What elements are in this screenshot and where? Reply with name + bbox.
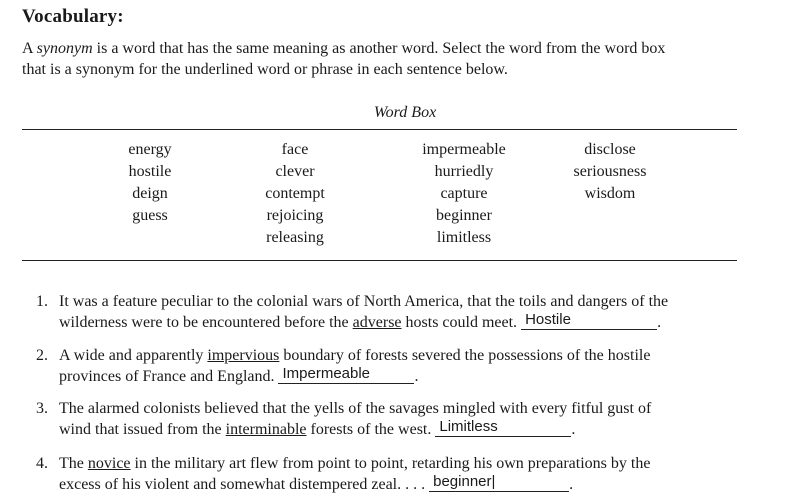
word-box-column-1 [110,139,190,227]
question-line [59,312,759,333]
word-box-word: energy [128,141,172,158]
question-text-segment: wilderness were to be encountered before the [59,314,353,331]
answer-field[interactable] [435,419,571,437]
instructions-line-2: that is a synonym for the underlined word or phrase in each sentence below. [22,61,508,78]
question-text-segment: . [657,314,662,331]
question-text-segment: . [571,421,576,438]
underlined-word: impervious [207,347,280,364]
word-box-word: seriousness [573,163,647,180]
instructions-prefix: A [22,40,37,57]
question-number: 1. [36,293,48,310]
word-box-title: Word Box [373,104,437,121]
word-box-word: impermeable [422,141,506,158]
word-box-word: wisdom [584,185,636,202]
instructions [22,38,772,80]
question-text-segment: wind that issued from the [59,421,226,438]
word-box-word: hurriedly [434,163,494,180]
question-text-segment: The [59,455,88,472]
answer-text: Limitless [439,418,498,435]
word-box-column-2 [250,139,340,249]
word-box-bottom-rule [22,260,737,261]
question-text [59,291,759,333]
question-line [59,345,759,366]
question-line [59,474,759,495]
question-text-segment: hosts could meet. [401,314,522,331]
word-box-word: deign [132,185,168,202]
answer-text: Impermeable [282,365,371,382]
question-text-segment: . [569,476,574,493]
word-box-word: releasing [266,229,324,246]
question-line [59,453,759,474]
word-box-word: rejoicing [266,207,324,224]
answer-field[interactable] [278,366,414,384]
word-box-column-4 [560,139,660,205]
word-box-word: contempt [265,185,325,202]
question-text [59,345,759,387]
word-box-column-3 [409,139,519,249]
question-text-segment: provinces of France and England. [59,368,279,385]
question-text [59,398,759,440]
question-text [59,453,759,495]
synonym-term: synonym [36,40,93,57]
word-box-word: clever [275,163,315,180]
question-line: The alarmed colonists believed that the yells of the savages mingled with every fitful gust of [59,400,652,417]
question-text-segment: boundary of forests severed the possessions of the hostile [279,347,651,364]
question-text-segment: excess of his violent and somewhat distempered zeal. . . . [59,476,430,493]
word-box-word: limitless [436,229,492,246]
question-number: 4. [36,455,48,472]
word-box-word: guess [132,207,168,224]
question-number: 2. [36,347,48,364]
answer-text: beginner| [433,473,496,490]
question-number: 3. [36,400,48,417]
underlined-word: adverse [352,314,402,331]
question-line [59,419,759,440]
answer-field[interactable] [429,474,569,492]
question-text-segment: forests of the west. [306,421,436,438]
answer-text: Hostile [525,311,571,328]
question-text-segment: A wide and apparently [59,347,208,364]
page-heading: Vocabulary: [22,6,124,27]
question-line: It was a feature peculiar to the colonial wars of North America, that the toils and dangers of the [59,293,669,310]
word-box-top-rule [22,129,737,130]
instructions-line-1 [22,38,772,59]
word-box-word: disclose [584,141,636,158]
answer-field[interactable] [521,312,657,330]
question-line [59,366,759,387]
question-text-segment: . [414,368,419,385]
word-box-word: hostile [128,163,172,180]
instructions-line-1-rest: is a word that has the same meaning as another word. Select the word from the word box [92,40,666,57]
word-box-word: face [281,141,309,158]
underlined-word: novice [87,455,131,472]
underlined-word: interminable [225,421,307,438]
question-text-segment: in the military art flew from point to point, retarding his own preparations by the [130,455,651,472]
word-box-word: capture [440,185,488,202]
word-box-word: beginner [436,207,492,224]
